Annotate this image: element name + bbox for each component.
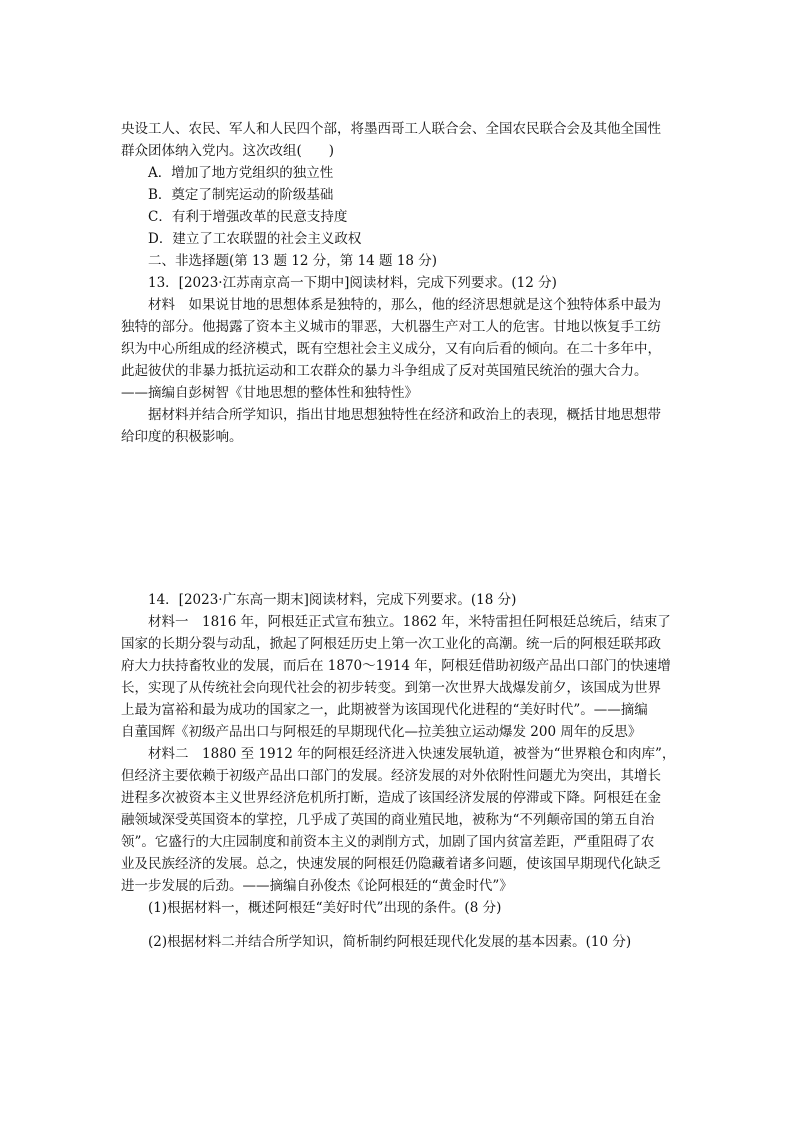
q13-material-line: 织为中心所组成的经济模式，既有空想社会主义成分，又有向后看的倾向。在二十多年中， [121,341,661,357]
q14-material2-line: 融领域深受英国资本的掌控，几乎成了英国的商业殖民地，被称为“不列颠帝国的第五自治 [121,812,655,828]
q12-stem-line: 央设工人、农民、军人和人民四个部，将墨西哥工人联合会、全国农民联合会及其他全国性 [121,121,661,137]
section-heading: 二、非选择题(第 13 题 12 分，第 14 题 18 分) [148,253,438,269]
q14-material1-line: 材料一 1816 年，阿根廷正式宣布独立。1862 年，米特雷担任阿根廷总统后，结束了 [148,614,671,630]
q14-material2-line: 进程多次被资本主义世界经济危机所打断，造成了该国经济发展的停滞或下降。阿根廷在金 [121,790,661,806]
q13-material-line: 材料 如果说甘地的思想体系是独特的，那么，他的经济思想就是这个独特体系中最为 [148,297,661,313]
q14-material2-line: 但经济主要依赖于初级产品出口部门的发展。经济发展的对外依附性问题尤为突出，其增长 [121,768,661,784]
q14-header: 14．[2023·广东高一期末]阅读材料，完成下列要求。(18 分) [148,592,517,608]
q13-header: 13．[2023·江苏南京高一下期中]阅读材料，完成下列要求。(12 分) [148,275,557,291]
q14-material1-line: 府大力扶持畜牧业的发展，而后在 1870～1914 年，阿根廷借助初级产品出口部门的快速增 [121,658,671,674]
q14-material1-line: 长，实现了从传统社会向现代社会的初步转变。到第一次世界大战爆发前夕，该国成为世界 [121,680,661,696]
q12-option-c: C．有利于增强改革的民意支持度 [148,209,348,225]
q14-material2-line: 领”。它盛行的大庄园制度和前资本主义的剥削方式，加剧了国内贫富差距，严重阻碍了农 [121,834,655,850]
q13-material-line: 独特的部分。他揭露了资本主义城市的罪恶，大机器生产对工人的危害。甘地以恢复手工纺 [121,319,661,335]
q14-material2-line: 材料二 1880 至 1912 年的阿根廷经济进入快速发展轨道，被誉为“世界粮仓和肉库”， [148,746,676,762]
q14-subquestion-1: (1)根据材料一，概述阿根廷“美好时代”出现的条件。(8 分) [148,900,502,916]
q12-option-a: A．增加了地方党组织的独立性 [148,165,334,181]
q14-material1-line: 国家的长期分裂与动乱，掀起了阿根廷历史上第一次工业化的高潮。统一后的阿根廷联邦政 [121,636,661,652]
q13-task-line: 据材料并结合所学知识，指出甘地思想独特性在经济和政治上的表现，概括甘地思想带 [148,407,661,423]
q14-subquestion-2: (2)根据材料二并结合所学知识，简析制约阿根廷现代化发展的基本因素。(10 分) [148,934,632,950]
q12-option-b: B．奠定了制宪运动的阶级基础 [148,187,334,203]
q12-stem-line: 群众团体纳入党内。这次改组( ) [121,143,335,159]
q14-material1-line: 上最为富裕和最为成功的国家之一，此期被誉为该国现代化进程的“美好时代”。——摘编 [121,702,648,718]
q13-material-line: 此起彼伏的非暴力抵抗运动和工农群众的暴力斗争组成了反对英国殖民统治的强大合力。 [121,363,648,379]
q14-material2-line: 业及民族经济的发展。总之，快速发展的阿根廷仍隐藏着诸多问题，使该国早期现代化缺乏 [121,856,661,872]
q14-material2-source: 进一步发展的后劲。——摘编自孙俊杰《论阿根廷的“黄金时代”》 [121,878,513,894]
q14-material1-source: 自董国辉《初级产品出口与阿根廷的早期现代化—拉美独立运动爆发 200 周年的反思》 [121,724,642,740]
q13-source: ——摘编自彭树智《甘地思想的整体性和独特性》 [121,385,418,401]
q13-task-line: 给印度的积极影响。 [121,429,243,445]
q12-option-d: D．建立了工农联盟的社会主义政权 [148,231,362,247]
